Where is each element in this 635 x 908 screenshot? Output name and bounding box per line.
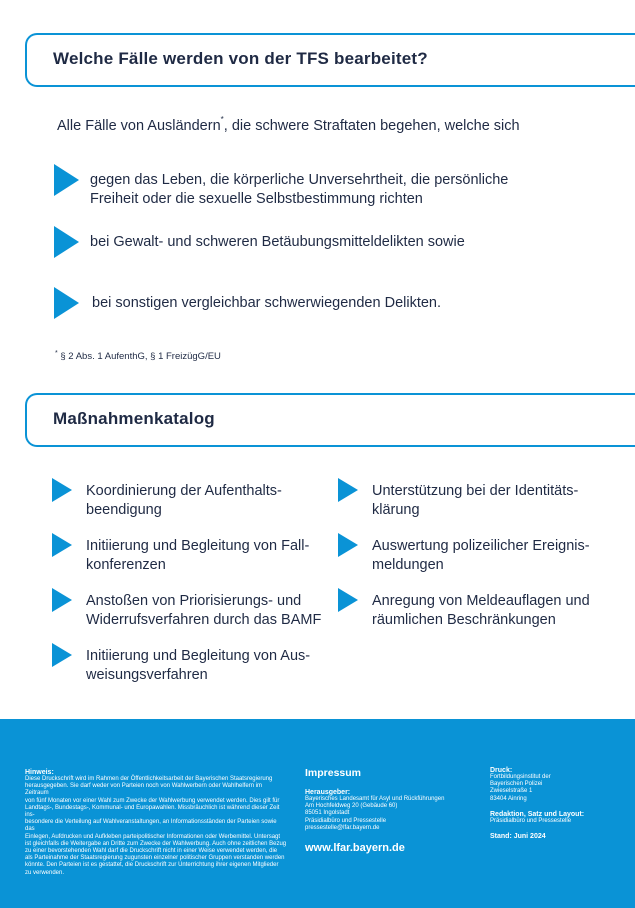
measure-line: Anregung von Meldeauflagen und — [372, 593, 590, 609]
measure-line: Unterstützung bei der Identitäts- — [372, 483, 579, 499]
measure-item — [372, 482, 578, 520]
druck-line: Bayerischen Polizei — [490, 781, 543, 788]
herausgeber-line: Bayerisches Landesamt für Asyl und Rückführungen — [305, 796, 445, 802]
measure-line: klärung — [372, 502, 420, 518]
herausgeber-title: Herausgeber: — [305, 789, 351, 796]
redaktion-text: Präsidialbüro und Pressestelle — [490, 817, 572, 824]
druck-block — [490, 767, 625, 840]
measure-item — [372, 592, 590, 630]
measure-item — [86, 592, 321, 630]
footnote — [55, 350, 221, 362]
bullet-text: bei sonstigen vergleichbar schwerwiegenden Delikten. — [92, 295, 442, 311]
measure-line: Anstoßen von Priorisierungs- und — [86, 593, 302, 609]
stand-date: Stand: Juni 2024 — [490, 833, 546, 841]
bullet-text — [90, 171, 508, 209]
bullet-arrow-icon — [52, 478, 72, 502]
measure-line: Initiierung und Begleitung von Aus- — [86, 648, 311, 664]
hinweis-block — [25, 769, 287, 877]
hinweis-line: als Parteinahme der Staatsregierung zugunsten einzelner politischer Gruppen verstanden werden — [25, 855, 285, 862]
section-title: Welche Fälle werden von der TFS bearbeitet? — [53, 49, 428, 68]
hinweis-line: ist gleichfalls die Weitergabe an Dritte zum Zwecke der Wahlwerbung. Auch ohne zeitlichen Bezug — [25, 840, 287, 847]
bullet-arrow-icon — [52, 643, 72, 667]
section-header-tfs — [25, 33, 635, 87]
impressum-title: Impressum — [305, 767, 362, 779]
bullet-arrow-icon — [52, 588, 72, 612]
measure-line: beendigung — [86, 502, 162, 518]
intro-before: Alle Fälle von Ausländern — [57, 117, 221, 134]
bullet-arrow-icon — [54, 164, 79, 196]
measure-line: räumlichen Beschränkungen — [372, 612, 556, 628]
intro-text — [57, 117, 520, 134]
bullet-line: Freiheit oder die sexuelle Selbstbestimmung richten — [90, 191, 423, 207]
measure-item — [86, 537, 309, 575]
bullet-arrow-icon — [338, 533, 358, 557]
bullet-arrow-icon — [338, 588, 358, 612]
email-link[interactable]: pressestelle@lfar.bayern.de — [305, 824, 380, 831]
measure-line: Auswertung polizeilicher Ereignis- — [372, 538, 590, 554]
hinweis-text — [25, 776, 287, 877]
herausgeber-line: Am Hochfeldweg 20 (Gebäude 60) — [305, 803, 398, 810]
measure-line: Initiierung und Begleitung von Fall- — [86, 538, 310, 554]
druck-text — [490, 774, 625, 803]
hinweis-line: Landtags-, Bundestags-, Kommunal- und Europawahlen. Missbräuchlich ist während dieser Zeit ins- — [25, 804, 280, 819]
hinweis-line: besondere die Verteilung auf Wahlveranstaltungen, an Informationsständen der Parteien sowie das — [25, 819, 277, 833]
redaktion-title: Redaktion, Satz und Layout: — [490, 810, 585, 818]
measure-item — [86, 647, 310, 685]
druck-line: 83404 Ainring — [490, 795, 527, 802]
bullet-arrow-icon — [54, 287, 79, 319]
website-link[interactable]: www.lfar.bayern.de — [305, 842, 405, 855]
hinweis-line: herausgegeben. Sie darf weder von Parteien noch von Wahlwerbern oder Wahlhelfern im Zeitraum — [25, 783, 263, 797]
footnote-marker: * — [55, 350, 58, 357]
bullet-arrow-icon — [54, 226, 79, 258]
measure-line: konferenzen — [86, 557, 166, 573]
section-title: Maßnahmenkatalog — [53, 409, 215, 428]
herausgeber-line: 85051 Ingolstadt — [305, 810, 350, 817]
hinweis-line: zu verwenden. — [25, 869, 65, 876]
measure-line: Koordinierung der Aufenthalts- — [86, 483, 282, 499]
bullet-text: bei Gewalt- und schweren Betäubungsmitteldelikten sowie — [90, 234, 465, 250]
hinweis-line: Einlegen, Aufdrucken und Aufkleben parteipolitischer Informationen oder Werbemittel. Untersagt — [25, 833, 281, 840]
hinweis-line: Diese Druckschrift wird im Rahmen der Öffentlichkeitsarbeit der Bayerischen Staatsregierung — [25, 776, 273, 782]
hinweis-title: Hinweis: — [25, 769, 54, 776]
measure-line: weisungsverfahren — [86, 667, 208, 683]
herausgeber-line: Präsidialbüro und Pressestelle — [305, 817, 387, 824]
hinweis-line: von fünf Monaten vor einer Wahl zum Zwecke der Wahlwerbung verwendet werden. Dies gilt für — [25, 797, 280, 804]
measure-item — [86, 482, 282, 520]
bullet-arrow-icon — [52, 533, 72, 557]
measure-item — [372, 537, 590, 575]
footnote-text: § 2 Abs. 1 AufenthG, § 1 FreizügG/EU — [57, 351, 221, 363]
druck-title: Druck: — [490, 767, 513, 774]
bullet-line: gegen das Leben, die körperliche Unversehrtheit, die persönliche — [90, 172, 509, 188]
herausgeber-text — [305, 796, 485, 832]
section-header-massnahmen — [25, 393, 635, 447]
measure-line: meldungen — [372, 557, 444, 573]
intro-after: , die schwere Straftaten begehen, welche sich — [223, 117, 520, 134]
hinweis-line: zu einer bevorstehenden Wahl darf die Druckschrift nicht in einer Weise verwendet werden, die — [25, 848, 278, 855]
impressum-block — [305, 767, 485, 854]
footer — [0, 719, 635, 908]
footnote-marker: * — [220, 115, 224, 124]
bullet-arrow-icon — [338, 478, 358, 502]
measure-line: Widerrufsverfahren durch das BAMF — [86, 612, 322, 628]
hinweis-line: könnte. Den Parteien ist es gestattet, die Druckschrift zur Unterrichtung ihrer eigenen Mitglieder — [25, 862, 279, 869]
druck-line: Zwieselstraße 1 — [490, 788, 533, 795]
druck-line: Fortbildungsinstitut der — [490, 774, 551, 780]
